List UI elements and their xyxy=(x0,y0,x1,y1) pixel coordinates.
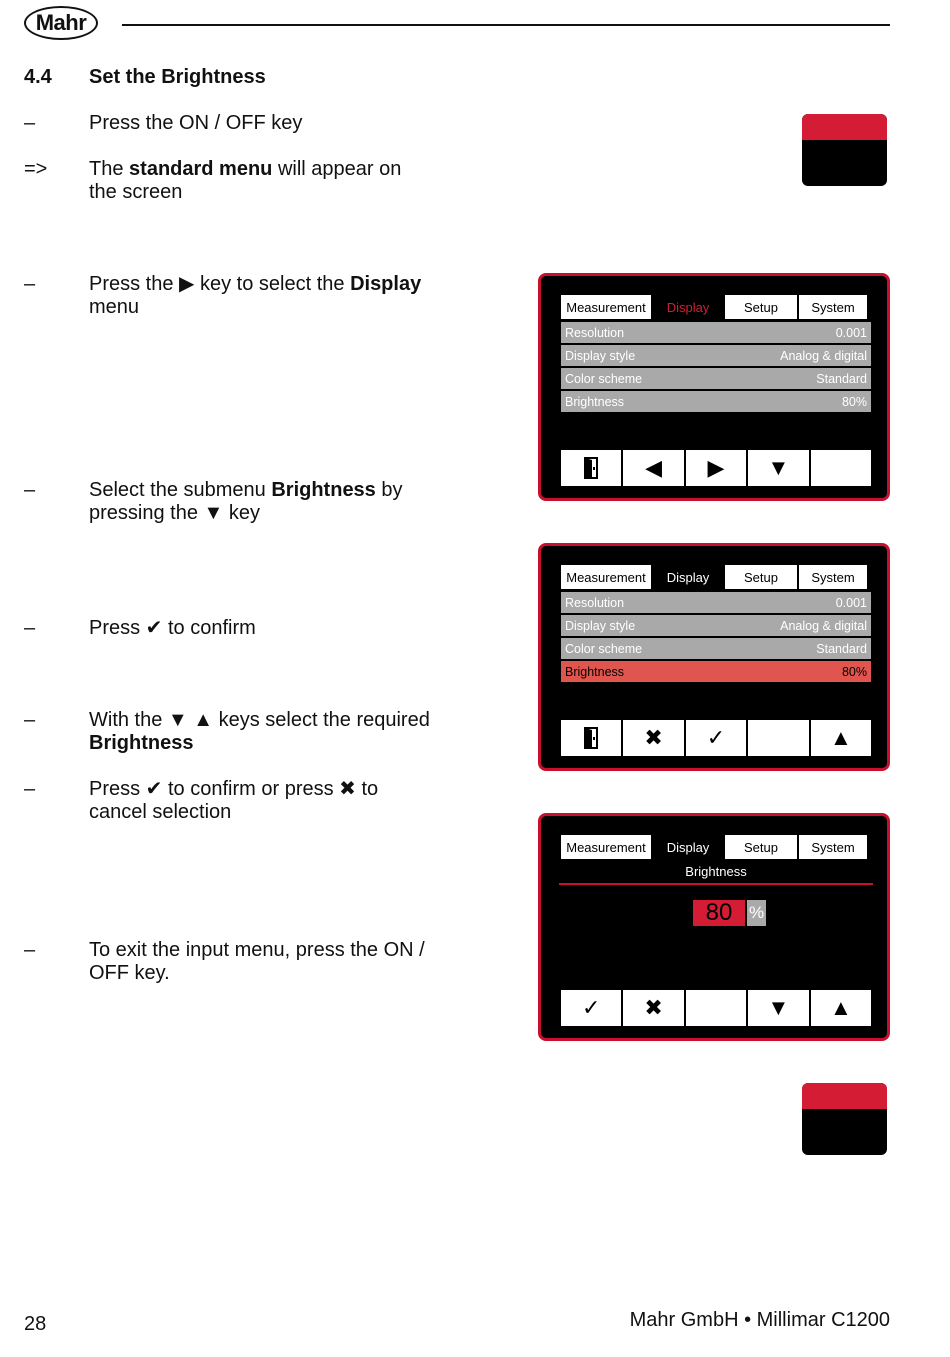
tab-display[interactable]: Display xyxy=(653,565,723,589)
empty-soft-key[interactable] xyxy=(748,720,808,756)
menu-rows xyxy=(561,592,871,684)
soft-keys xyxy=(561,450,871,486)
title-divider xyxy=(559,883,873,885)
footer-brand: Mahr GmbH • Millimar C1200 xyxy=(629,1309,890,1331)
right-arrow-button[interactable]: ▶ xyxy=(686,450,746,486)
down-arrow-button[interactable]: ▼ xyxy=(748,990,808,1026)
tab-system[interactable]: System xyxy=(799,565,867,589)
step-text: Press the ▶ key to select the Display menu xyxy=(89,273,422,318)
soft-keys xyxy=(561,990,871,1026)
tab-setup[interactable]: Setup xyxy=(725,565,797,589)
menu-row-brightness[interactable]: Brightness 80% xyxy=(561,391,871,412)
confirm-button[interactable]: ✓ xyxy=(686,720,746,756)
menu-row-color-scheme[interactable]: Color scheme Standard xyxy=(561,368,871,389)
section-title: Set the Brightness xyxy=(89,66,266,88)
menu-row-resolution[interactable]: Resolution 0.001 xyxy=(561,322,871,343)
up-arrow-button[interactable]: ▲ xyxy=(811,720,871,756)
on-off-key-icon xyxy=(802,1083,887,1155)
menu-tabs xyxy=(561,565,871,589)
header-rule xyxy=(122,24,890,26)
step-text: With the ▼ ▲ keys select the required Brightness xyxy=(89,709,430,754)
device-screen-brightness-input xyxy=(538,813,890,1041)
tab-setup[interactable]: Setup xyxy=(725,835,797,859)
step-text: Press ✔ to confirm xyxy=(89,617,256,639)
section-number: 4.4 xyxy=(24,66,52,88)
menu-row-display-style[interactable]: Display style Analog & digital xyxy=(561,345,871,366)
step-text: Press ✔ to confirm or press ✖ to cancel selection xyxy=(89,778,379,823)
tab-system[interactable]: System xyxy=(799,295,867,319)
empty-soft-key[interactable] xyxy=(811,450,871,486)
soft-keys xyxy=(561,720,871,756)
tab-display[interactable]: Display xyxy=(653,835,723,859)
down-arrow-button[interactable]: ▼ xyxy=(748,450,808,486)
exit-door-icon[interactable] xyxy=(561,450,621,486)
step-marker: – xyxy=(24,273,36,295)
menu-row-display-style[interactable]: Display style Analog & digital xyxy=(561,615,871,636)
step-text: Select the submenu Brightness by pressing the ▼ key xyxy=(89,479,403,524)
step-text: To exit the input menu, press the ON / OFF key. xyxy=(89,939,425,984)
percent-unit: % xyxy=(747,900,766,926)
step-marker: – xyxy=(24,112,36,134)
step-marker: – xyxy=(24,617,36,639)
device-screen-display-menu xyxy=(538,273,890,501)
menu-row-brightness-selected[interactable]: Brightness 80% xyxy=(561,661,871,682)
input-title: Brightness xyxy=(685,864,747,879)
cancel-button[interactable]: ✖ xyxy=(623,720,683,756)
on-off-key-icon xyxy=(802,114,887,186)
step-marker: – xyxy=(24,479,36,501)
menu-row-color-scheme[interactable]: Color scheme Standard xyxy=(561,638,871,659)
exit-door-icon[interactable] xyxy=(561,720,621,756)
menu-row-resolution[interactable]: Resolution 0.001 xyxy=(561,592,871,613)
mahr-logo: Mahr xyxy=(24,6,98,40)
step-marker: => xyxy=(24,158,48,180)
step-marker: – xyxy=(24,939,36,961)
menu-tabs xyxy=(561,835,871,859)
empty-soft-key[interactable] xyxy=(686,990,746,1026)
menu-rows xyxy=(561,322,871,414)
step-marker: – xyxy=(24,709,36,731)
cancel-button[interactable]: ✖ xyxy=(623,990,683,1026)
tab-display[interactable]: Display xyxy=(653,295,723,319)
brightness-value-field[interactable]: 80 xyxy=(693,900,745,926)
menu-tabs xyxy=(561,295,871,319)
tab-measurement[interactable]: Measurement xyxy=(561,295,651,319)
tab-measurement[interactable]: Measurement xyxy=(561,565,651,589)
step-text: The standard menu will appear on the screen xyxy=(89,158,402,203)
left-arrow-button[interactable]: ◀ xyxy=(623,450,683,486)
tab-system[interactable]: System xyxy=(799,835,867,859)
page-number: 28 xyxy=(24,1313,47,1335)
tab-measurement[interactable]: Measurement xyxy=(561,835,651,859)
step-marker: – xyxy=(24,778,36,800)
device-screen-brightness-selected xyxy=(538,543,890,771)
tab-setup[interactable]: Setup xyxy=(725,295,797,319)
up-arrow-button[interactable]: ▲ xyxy=(811,990,871,1026)
confirm-button[interactable]: ✓ xyxy=(561,990,621,1026)
step-text: Press the ON / OFF key xyxy=(89,112,303,134)
